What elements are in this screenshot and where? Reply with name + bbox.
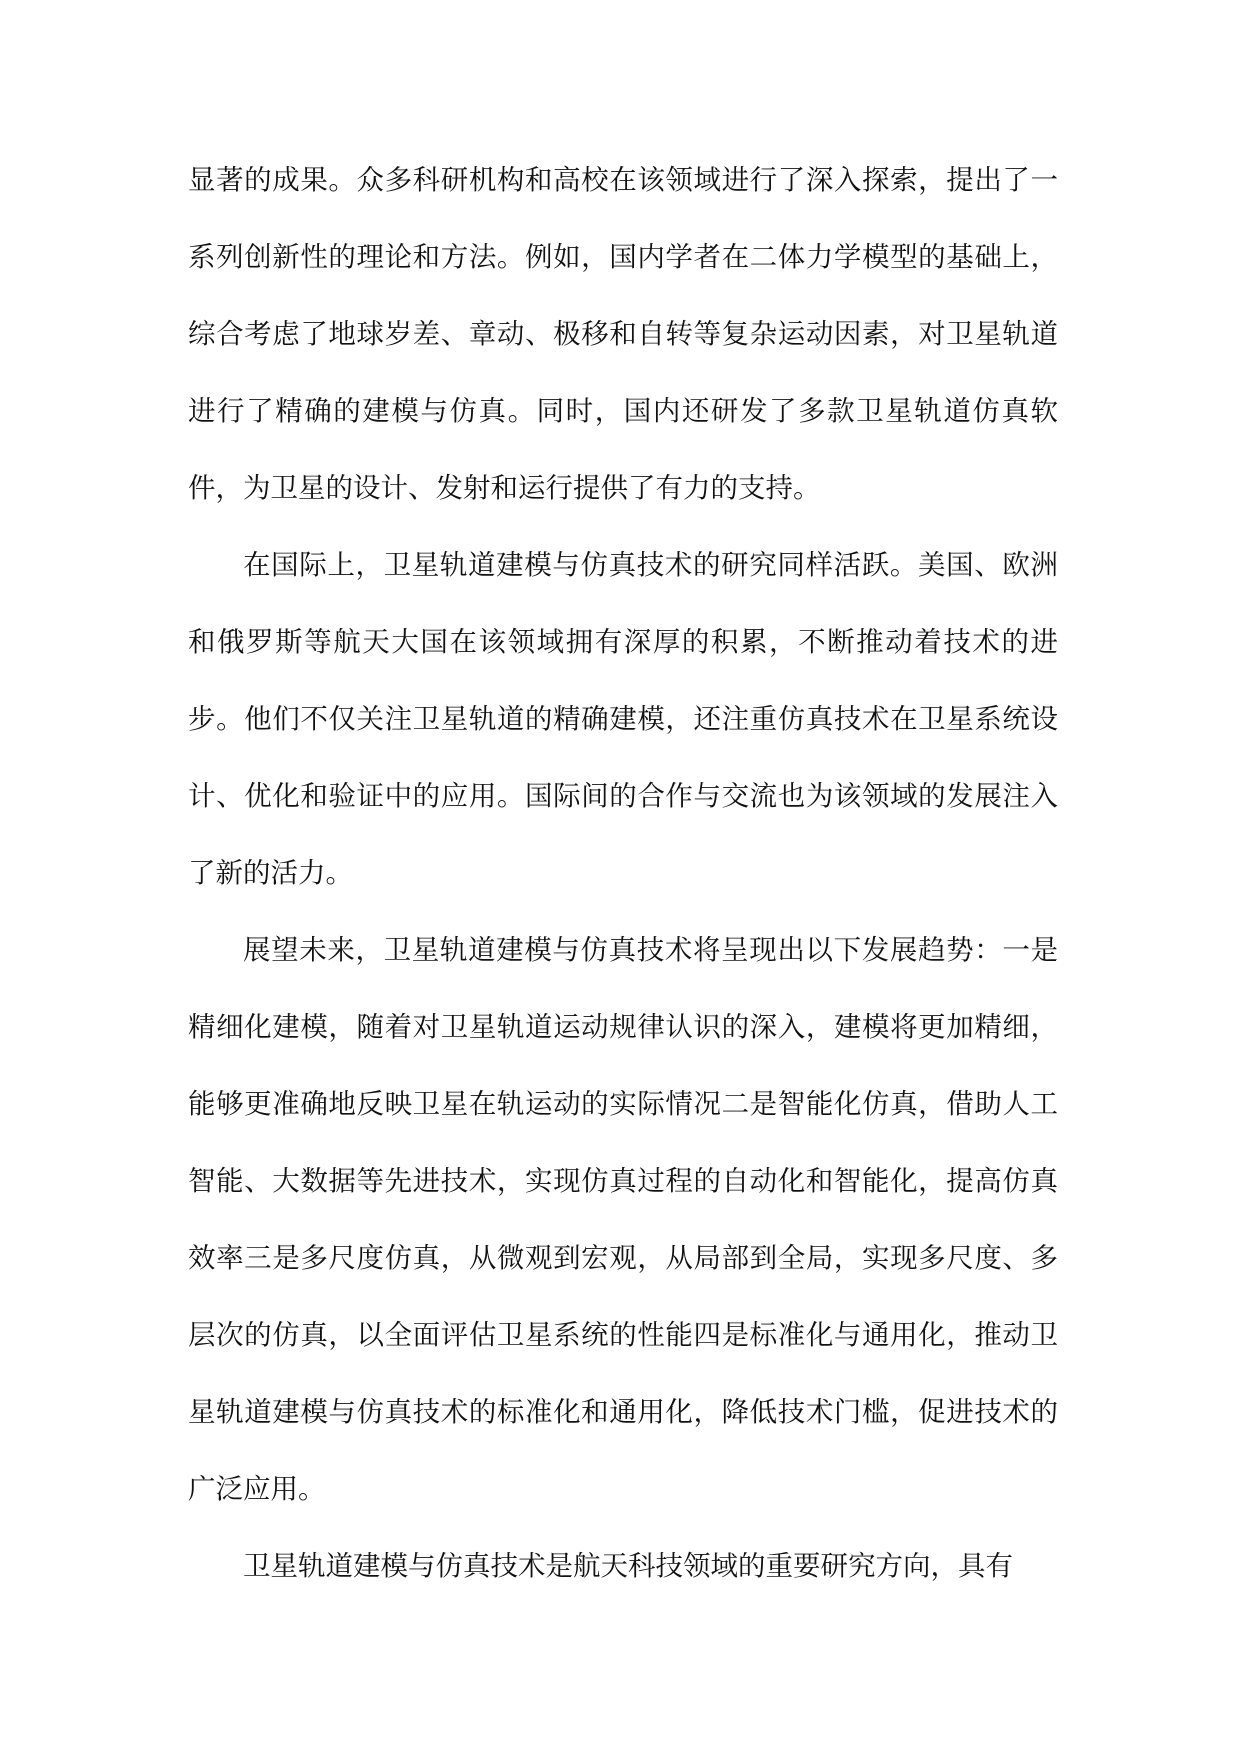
paragraph-outlook: 展望未来，卫星轨道建模与仿真技术将呈现出以下发展趋势：一是精细化建模，随着对卫星轨道运动规律认识的深入，建模将更加精细，能够更准确地反映卫星在轨运动的实际情况二是智能化仿真，借助人工智能、大数据等先进技术，实现仿真过程的自动化和智能化，提高仿真效率三是多尺度仿真，从微观到宏观，从局部到全局，实现多尺度、多层次的仿真，以全面评估卫星系统的性能四是标准化与通用化，推动卫星轨道建模与仿真技术的标准化和通用化，降低技术门槛，促进技术的广泛应用。 xyxy=(188,934,1058,1505)
document-body xyxy=(188,142,1058,1605)
paragraph-conclusion-start: 卫星轨道建模与仿真技术是航天科技领域的重要研究方向，具有 xyxy=(243,1550,1013,1582)
paragraph-international: 在国际上，卫星轨道建模与仿真技术的研究同样活跃。美国、欧洲和俄罗斯等航天大国在该领域拥有深厚的积累，不断推动着技术的进步。他们不仅关注卫星轨道的精确建模，还注重仿真技术在卫星系统设计、优化和验证中的应用。国际间的合作与交流也为该领域的发展注入了新的活力。 xyxy=(188,549,1058,889)
paragraph-continued: 显著的成果。众多科研机构和高校在该领域进行了深入探索，提出了一系列创新性的理论和方法。例如，国内学者在二体力学模型的基础上，综合考虑了地球岁差、章动、极移和自转等复杂运动因素，对卫星轨道进行了精确的建模与仿真。同时，国内还研发了多款卫星轨道仿真软件，为卫星的设计、发射和运行提供了有力的支持。 xyxy=(188,164,1058,504)
